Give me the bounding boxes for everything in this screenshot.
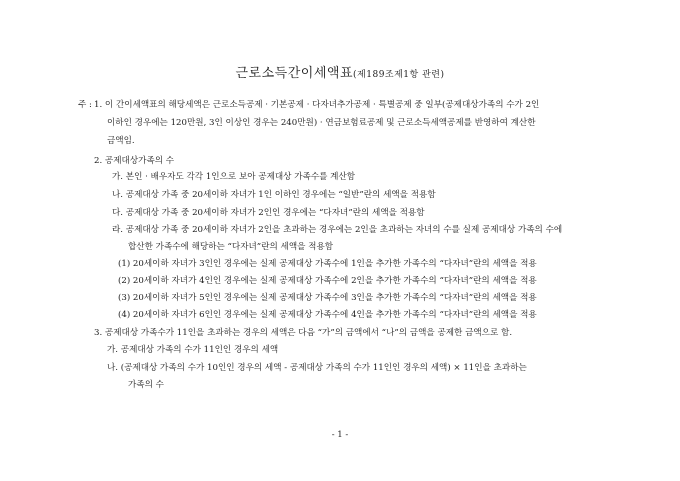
- note-line: 라. 공제대상 가족 중 20세이하 자녀가 2인을 초과하는 경우에는 2인을 초과하는 자녀의 수를 실제 공제대상 가족의 수에: [112, 225, 563, 235]
- title-subtitle: (제189조제1항 관련): [353, 70, 445, 80]
- note-line: 나. 공제대상 가족 중 20세이하 자녀가 1인 이하인 경우에는 “일반”란의 세액을 적용함: [112, 190, 436, 200]
- note-line: (3) 20세이하 자녀가 5인인 경우에는 실제 공제대상 가족수에 3인을 추가한 가족수의 “다자녀”란의 세액을 적용: [118, 293, 537, 303]
- page-number: - 1 -: [331, 430, 349, 440]
- note-line: 2. 공제대상가족의 수: [94, 156, 175, 166]
- note-line: 가. 본인 · 배우자도 각각 1인으로 보아 공제대상 가족수를 계산함: [112, 172, 356, 182]
- note-line: (4) 20세이하 자녀가 6인인 경우에는 실제 공제대상 가족수에 4인을 추가한 가족수의 “다자녀”란의 세액을 적용: [118, 310, 537, 320]
- note-line: 가족의 수: [128, 380, 164, 390]
- note-line: 3. 공제대상 가족수가 11인을 초과하는 경우의 세액은 다음 “가”의 금액에서 “나”의 금액을 공제한 금액으로 함.: [94, 328, 513, 338]
- note-line: 합산한 가족수에 해당하는 “다자녀”란의 세액을 적용함: [128, 242, 334, 252]
- page-title: [0, 62, 680, 81]
- note-line: 이하인 경우에는 120만원, 3인 이상인 경우는 240만원) · 연금보험료공제 및 근로소득세액공제를 반영하여 계산한: [107, 118, 536, 128]
- note-line: (2) 20세이하 자녀가 4인인 경우에는 실제 공제대상 가족수에 2인을 추가한 가족수의 “다자녀”란의 세액을 적용: [118, 276, 537, 286]
- note-line: (1) 20세이하 자녀가 3인인 경우에는 실제 공제대상 가족수에 1인을 추가한 가족수의 “다자녀”란의 세액을 적용: [118, 259, 537, 269]
- title-main: 근로소득간이세액표: [235, 66, 354, 81]
- note-line: 다. 공제대상 가족 중 20세이하 자녀가 2인인 경우에는 “다자녀”란의 세액을 적용함: [112, 208, 425, 218]
- note-label: 주 :: [78, 100, 92, 110]
- note-line: 1. 이 간이세액표의 해당세액은 근로소득공제 · 기본공제 · 다자녀추가공제 · 특별공제 중 일부(공제대상가족의 수가 2인: [94, 100, 540, 110]
- note-line: 가. 공제대상 가족의 수가 11인인 경우의 세액: [107, 345, 279, 355]
- note-line: 금액임.: [107, 136, 135, 146]
- note-line: 나. (공제대상 가족의 수가 10인인 경우의 세액 - 공제대상 가족의 수가 11인인 경우의 세액) × 11인을 초과하는: [107, 363, 527, 373]
